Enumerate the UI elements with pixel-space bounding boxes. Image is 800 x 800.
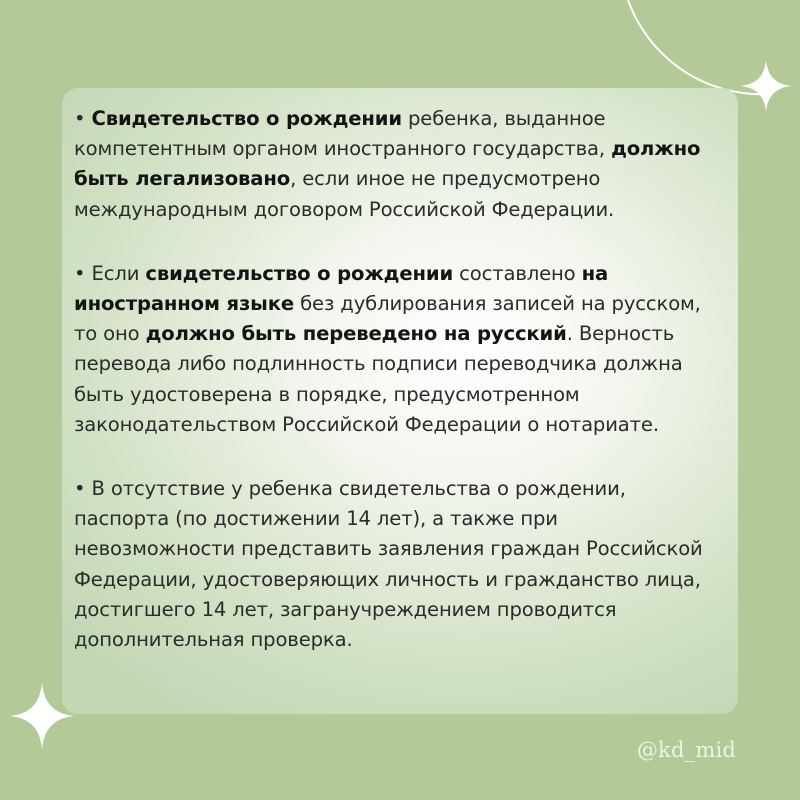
- emphasis-text: Свидетельство о рождении: [91, 107, 402, 130]
- channel-handle: @kd_mid: [636, 738, 736, 762]
- body-text: . Верность перевода либо подлинность подписи переводчика должна быть удостоверена в порядке, предусмотренном законодательством Российской Федерации о нотариате.: [74, 322, 683, 436]
- corner-arc-decoration: [628, 0, 770, 94]
- paragraph-legalization: [74, 104, 724, 225]
- body-text: составлено: [453, 261, 582, 285]
- info-card: [62, 88, 738, 714]
- body-text: • Если: [74, 261, 146, 285]
- body-text: ребенка, выданное компетентным органом иностранного государства,: [74, 107, 612, 161]
- body-text: без дублирования записей на русском, то оно: [74, 292, 701, 346]
- paragraph-additional-check: [74, 474, 724, 655]
- body-text: •: [74, 107, 92, 130]
- body-text: , если иное не предусмотрено международным договором Российской Федерации.: [74, 167, 615, 221]
- emphasis-text: должно быть переведено на русский: [145, 322, 567, 346]
- emphasis-text: на иностранном языке: [74, 261, 609, 316]
- paragraph-translation: [74, 259, 724, 440]
- body-text: • В отсутствие у ребенка свидетельства о рождении, паспорта (по достижении 14 лет), а также при невозможности представить заявления граждан Российской Федерации, удостоверяющих личность и гражданство лица, достигшего 14 лет, загранучреждением проводится дополнительная проверка.: [74, 477, 703, 652]
- emphasis-text: должно быть легализовано: [74, 137, 701, 191]
- sparkle-icon: [740, 60, 792, 112]
- emphasis-text: свидетельство о рождении: [145, 261, 454, 285]
